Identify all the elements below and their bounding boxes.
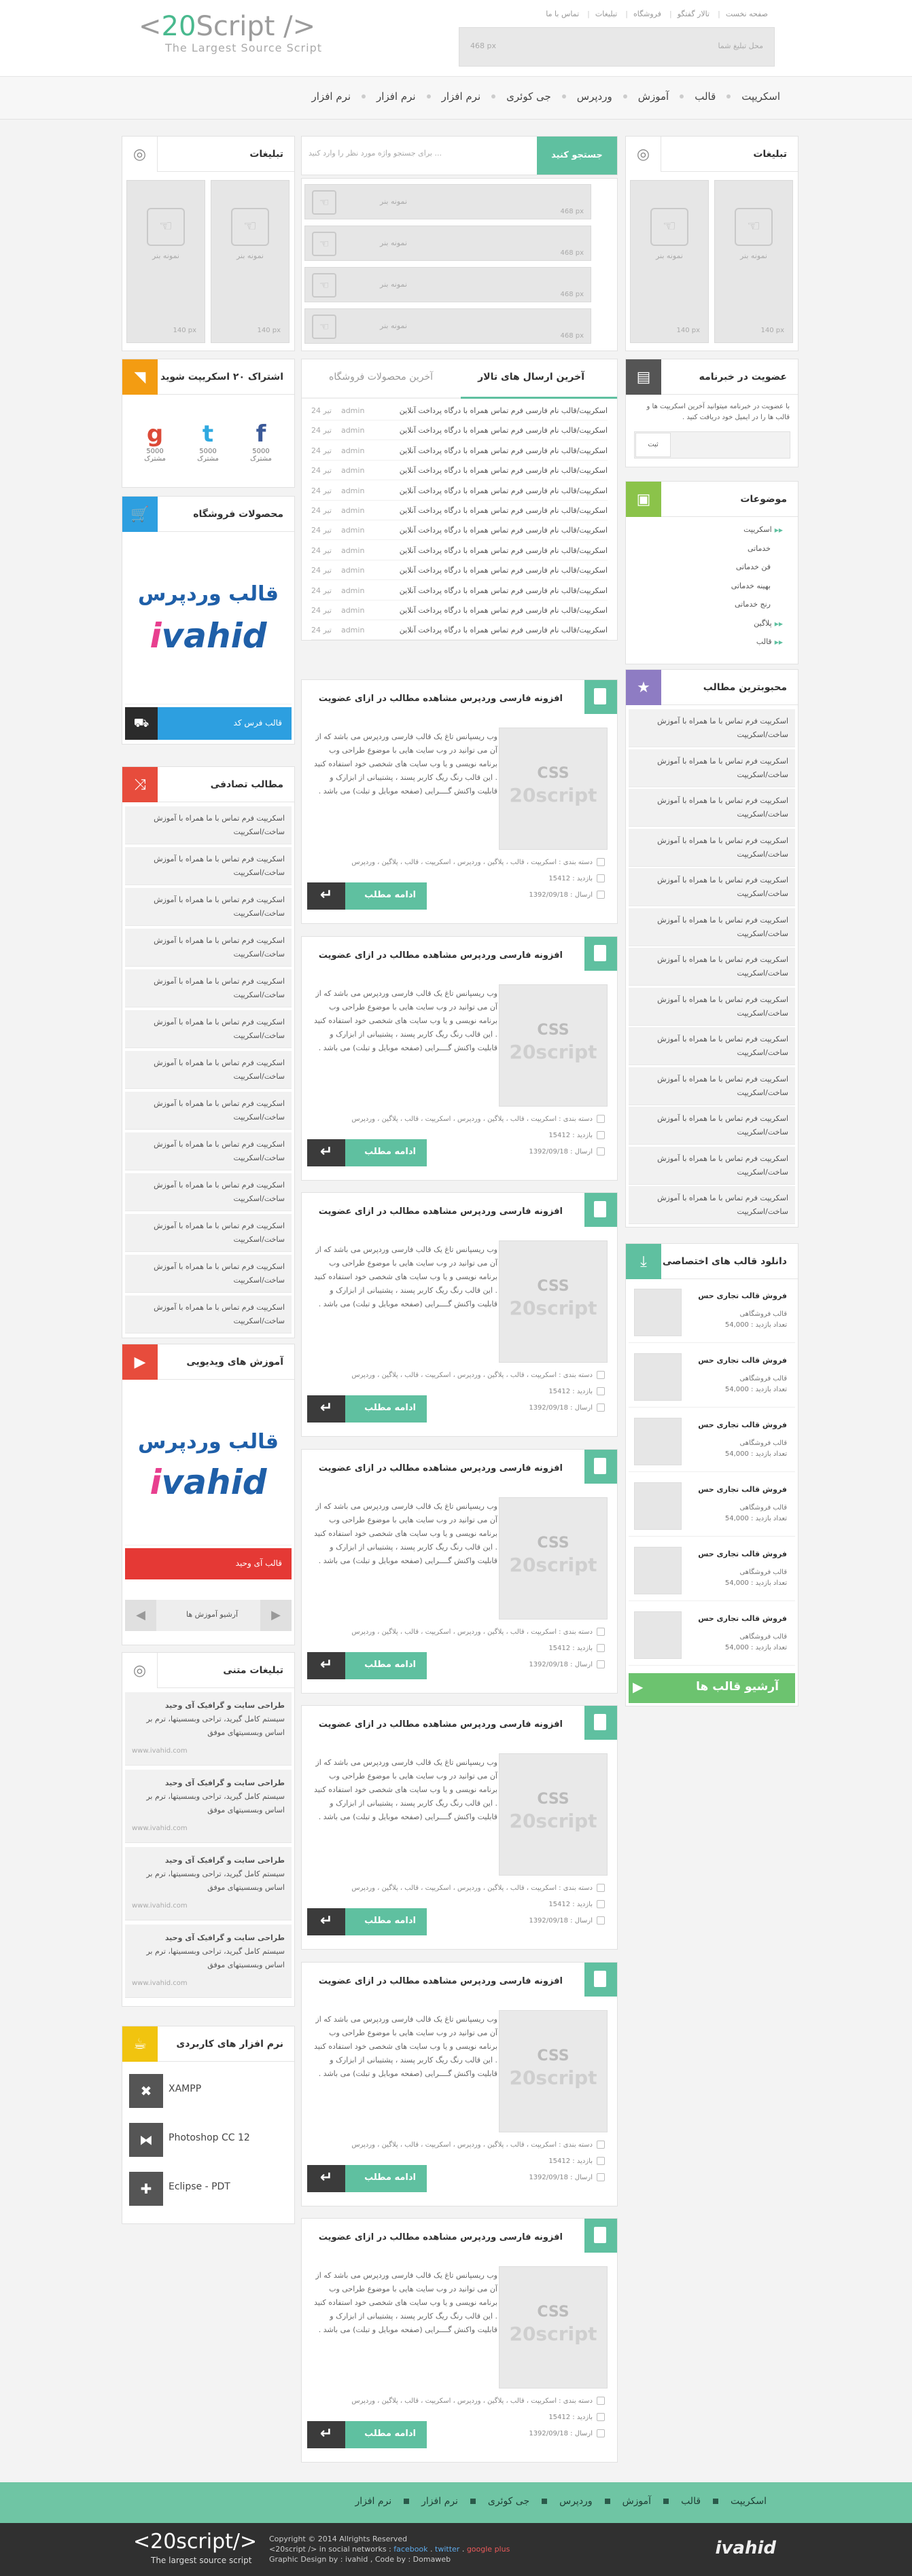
enter-arrow-icon: ↵ bbox=[307, 1395, 345, 1423]
site-logo[interactable]: <20Script /> bbox=[139, 11, 316, 42]
post-visits: بازدید : 15412 bbox=[548, 2157, 605, 2165]
folder-icon bbox=[597, 1884, 605, 1892]
topic-item[interactable]: ▶▶پلاگین bbox=[754, 618, 783, 628]
footer-tagline: The largest source script bbox=[151, 2556, 252, 2565]
list-item[interactable]: اسکریپت فرم تماس با ما همراه با آموزش ساخت/اسکریپت bbox=[629, 908, 795, 946]
header-banner-label: محل تبلیغ شما bbox=[718, 41, 763, 50]
list-item[interactable]: اسکریپت/قالب نام فارسی فرم تماس همراه با درگاه پرداخت آنلاین 24 تیر admin bbox=[311, 501, 608, 520]
social-facebook[interactable]: f 5000 مشترک bbox=[250, 421, 272, 463]
bullet-icon: ▶▶ bbox=[774, 639, 783, 645]
document-icon bbox=[584, 1963, 617, 1997]
exclusive-box bbox=[625, 1243, 799, 1706]
document-icon bbox=[584, 2219, 617, 2253]
folder-icon bbox=[597, 858, 605, 866]
document-icon bbox=[584, 1193, 617, 1227]
list-item[interactable]: اسکریپت فرم تماس با ما همراه با آموزش ساخت/اسکریپت bbox=[629, 948, 795, 986]
cart-icon: 🛒 bbox=[122, 497, 158, 532]
post-categories: دسته بندی : اسکریپت ، قالب ، پلاگین ، وردپرس ، اسکریپت ، قالب ، پلاگین ، وردپرس bbox=[351, 1371, 605, 1379]
ads-box-left bbox=[122, 136, 295, 351]
read-more-button[interactable]: ادامه مطلب ↵ bbox=[307, 1652, 427, 1679]
list-item[interactable]: اسکریپت فرم تماس با ما همراه با آموزش ساخت/اسکریپت bbox=[629, 1027, 795, 1065]
rss-icon: ◥ bbox=[122, 359, 158, 395]
hand-icon: ☜ bbox=[312, 190, 336, 215]
exclusive-title: دانلود قالب های اختصاصی bbox=[662, 1256, 787, 1267]
post-title[interactable]: افزونه فارسی وردپرس مشاهده مطالب در ازای عضویت bbox=[318, 1206, 563, 1217]
eye-icon bbox=[597, 1644, 605, 1652]
random-posts-box bbox=[122, 766, 295, 1338]
ads-box-right bbox=[625, 136, 799, 351]
list-item[interactable]: اسکریپت فرم تماس با ما همراه با آموزش ساخت/اسکریپت bbox=[125, 1255, 292, 1293]
calendar-icon bbox=[597, 2173, 605, 2181]
post-date: ارسال : 1392/09/18 bbox=[529, 2429, 605, 2437]
post-title[interactable]: افزونه فارسی وردپرس مشاهده مطالب در ازای عضویت bbox=[318, 1719, 563, 1730]
exclusive-item[interactable]: فروش قالب تجاری حس قالب فروشگاهی تعداد بازدید : 54,000 bbox=[629, 1606, 795, 1666]
calendar-icon bbox=[597, 891, 605, 899]
topic-item[interactable]: ▶▶قالب bbox=[756, 637, 783, 646]
read-more-button[interactable]: ادامه مطلب ↵ bbox=[307, 2421, 427, 2448]
exclusive-item[interactable]: فروش قالب تجاری حس قالب فروشگاهی تعداد بازدید : 54,000 bbox=[629, 1348, 795, 1408]
shop-box bbox=[122, 496, 295, 745]
tools-title: نرم افزار های کاربردی bbox=[176, 2039, 283, 2050]
read-more-button[interactable]: ادامه مطلب ↵ bbox=[307, 1908, 427, 1935]
calendar-icon bbox=[597, 1403, 605, 1412]
post-visits: بازدید : 15412 bbox=[548, 1387, 605, 1395]
video-archive-link[interactable]: آرشیو آموزش ها bbox=[186, 1610, 239, 1619]
target-icon: ◎ bbox=[626, 137, 661, 172]
popular-title: محبوبترین مطالب bbox=[703, 682, 787, 693]
list-item[interactable]: اسکریپت فرم تماس با ما همراه با آموزش ساخت/اسکریپت bbox=[125, 847, 292, 885]
xampp-icon: ✖ bbox=[129, 2074, 163, 2108]
social-twitter[interactable]: t 5000 مشترک bbox=[197, 421, 219, 463]
post-card bbox=[301, 1705, 618, 1950]
bullet-icon: ▶▶ bbox=[774, 527, 783, 533]
enter-arrow-icon: ↵ bbox=[307, 1652, 345, 1679]
post-date: ارسال : 1392/09/18 bbox=[529, 891, 605, 899]
footer-nav bbox=[0, 2482, 912, 2523]
post-thumbnail[interactable]: CSS 20script bbox=[499, 1240, 608, 1363]
post-categories: دسته بندی : اسکریپت ، قالب ، پلاگین ، وردپرس ، اسکریپت ، قالب ، پلاگین ، وردپرس bbox=[351, 1115, 605, 1123]
hand-icon: ☜ bbox=[231, 208, 269, 246]
list-item[interactable]: اسکریپت/قالب نام فارسی فرم تماس همراه با درگاه پرداخت آنلاین 24 تیر admin bbox=[311, 521, 608, 540]
nav-item-software-1[interactable]: نرم افزار bbox=[429, 90, 494, 103]
tabs-box bbox=[301, 359, 618, 641]
calendar-icon bbox=[597, 1660, 605, 1668]
search-box bbox=[301, 136, 618, 175]
post-date: ارسال : 1392/09/18 bbox=[529, 1403, 605, 1412]
list-item[interactable]: اسکریپت/قالب نام فارسی فرم تماس همراه با درگاه پرداخت آنلاین 24 تیر admin bbox=[311, 421, 608, 440]
tab-underline bbox=[461, 397, 617, 399]
list-item[interactable]: اسکریپت/قالب نام فارسی فرم تماس همراه با درگاه پرداخت آنلاین 24 تیر admin bbox=[311, 561, 608, 580]
list-item[interactable]: اسکریپت/قالب نام فارسی فرم تماس همراه با درگاه پرداخت آنلاین 24 تیر admin bbox=[311, 482, 608, 501]
download-icon: ⤓ bbox=[626, 1244, 661, 1279]
footer bbox=[0, 2523, 912, 2576]
ad-slot[interactable]: ☜ نمونه بنر 140 px bbox=[211, 180, 290, 343]
list-item[interactable]: اسکریپت فرم تماس با ما همراه با آموزش ساخت/اسکریپت bbox=[629, 868, 795, 906]
post-categories: دسته بندی : اسکریپت ، قالب ، پلاگین ، وردپرس ، اسکریپت ، قالب ، پلاگین ، وردپرس bbox=[351, 1884, 605, 1892]
list-item[interactable]: اسکریپت فرم تماس با ما همراه با آموزش ساخت/اسکریپت bbox=[125, 1010, 292, 1048]
list-item[interactable]: اسکریپت/قالب نام فارسی فرم تماس همراه با درگاه پرداخت آنلاین 24 تیر admin bbox=[311, 461, 608, 480]
list-item[interactable]: اسکریپت فرم تماس با ما همراه با آموزش ساخت/اسکریپت bbox=[125, 1214, 292, 1252]
exclusive-archive-button[interactable]: آرشیو قالب ها ▶ bbox=[629, 1673, 795, 1703]
shuffle-icon: ⤨ bbox=[122, 767, 158, 802]
document-icon bbox=[584, 680, 617, 714]
list-item[interactable]: اسکریپت فرم تماس با ما همراه با آموزش ساخت/اسکریپت bbox=[629, 829, 795, 867]
post-card bbox=[301, 1962, 618, 2206]
post-visits: بازدید : 15412 bbox=[548, 1131, 605, 1139]
newsletter-box bbox=[625, 359, 799, 467]
footer-brand-logo[interactable]: ivahid bbox=[715, 2538, 776, 2558]
post-excerpt: وب ریسپانس تاغ یک قالب فارسی وردپرس می باشد که از آن می توانید در وب سایت هایی با موضوع طراحی وب برنامه نویسی و یا وب سایت های شخصی خود استفاده کنید . این قالب رنگ ریگ کاربر پسند ، پشتیبانی از ابزارک و قابلیت واکنش گــــرایی (صفحه موبایل و تبلت) می باشد . bbox=[314, 2271, 497, 2334]
post-card bbox=[301, 1449, 618, 1694]
folder-icon bbox=[597, 1628, 605, 1636]
hand-icon: ☜ bbox=[312, 232, 336, 256]
document-icon bbox=[584, 937, 617, 971]
theme-thumbnail bbox=[634, 1289, 682, 1336]
list-item[interactable]: اسکریپت فرم تماس با ما همراه با آموزش ساخت/اسکریپت bbox=[125, 806, 292, 844]
document-icon bbox=[584, 1706, 617, 1740]
post-excerpt: وب ریسپانس تاغ یک قالب فارسی وردپرس می باشد که از آن می توانید در وب سایت هایی با موضوع طراحی وب برنامه نویسی و یا وب سایت های شخصی خود استفاده کنید . این قالب رنگ ریگ کاربر پسند ، پشتیبانی از ابزارک و قابلیت واکنش گــــرایی (صفحه موبایل و تبلت) می باشد . bbox=[314, 988, 497, 1052]
list-item[interactable]: اسکریپت فرم تماس با ما همراه با آموزش ساخت/اسکریپت bbox=[125, 1051, 292, 1089]
footer-nav-item[interactable]: قالب bbox=[666, 2496, 716, 2507]
ad-slot[interactable]: ☜ نمونه بنر 468 px bbox=[304, 308, 591, 344]
exclusive-item[interactable]: فروش قالب تجاری حس قالب فروشگاهی تعداد بازدید : 54,000 bbox=[629, 1412, 795, 1472]
popular-box bbox=[625, 669, 799, 1228]
post-card bbox=[301, 1192, 618, 1437]
newspaper-icon: ▤ bbox=[626, 359, 661, 395]
calendar-icon bbox=[597, 1916, 605, 1925]
shop-title: محصولات فروشگاه bbox=[193, 509, 283, 520]
footer-nav-item[interactable]: جی کوئری bbox=[473, 2496, 544, 2507]
video-archive-bar bbox=[125, 1600, 292, 1631]
post-excerpt: وب ریسپانس تاغ یک قالب فارسی وردپرس می باشد که از آن می توانید در وب سایت هایی با موضوع طراحی وب برنامه نویسی و یا وب سایت های شخصی خود استفاده کنید . این قالب رنگ ریگ کاربر پسند ، پشتیبانی از ابزارک و قابلیت واکنش گــــرایی (صفحه موبایل و تبلت) می باشد . bbox=[314, 732, 497, 795]
list-item[interactable]: اسکریپت فرم تماس با ما همراه با آموزش ساخت/اسکریپت bbox=[629, 1067, 795, 1105]
post-categories: دسته بندی : اسکریپت ، قالب ، پلاگین ، وردپرس ، اسکریپت ، قالب ، پلاگین ، وردپرس bbox=[351, 2141, 605, 2149]
tools-box bbox=[122, 2026, 295, 2224]
top-links bbox=[539, 10, 775, 18]
search-input[interactable]: برای جستجو واژه مورد نظر را وارد کنید ... bbox=[309, 149, 442, 158]
eye-icon bbox=[597, 2157, 605, 2165]
folder-icon bbox=[597, 1371, 605, 1379]
read-more-button[interactable]: ادامه مطلب ↵ bbox=[307, 882, 427, 910]
ad-slot[interactable]: ☜ نمونه بنر 140 px bbox=[630, 180, 709, 343]
header bbox=[0, 0, 912, 76]
post-card bbox=[301, 2218, 618, 2463]
list-item[interactable]: اسکریپت فرم تماس با ما همراه با آموزش ساخت/اسکریپت bbox=[125, 1295, 292, 1334]
post-categories: دسته بندی : اسکریپت ، قالب ، پلاگین ، وردپرس ، اسکریپت ، قالب ، پلاگین ، وردپرس bbox=[351, 2397, 605, 2405]
read-more-button[interactable]: ادامه مطلب ↵ bbox=[307, 2165, 427, 2192]
list-item[interactable]: اسکریپت فرم تماس با ما همراه با آموزش ساخت/اسکریپت bbox=[125, 1092, 292, 1130]
post-thumbnail[interactable]: CSS 20script bbox=[499, 728, 608, 850]
topic-item[interactable]: ▶▶اسکریپت bbox=[743, 525, 783, 534]
folder-icon bbox=[597, 2397, 605, 2405]
calendar-icon bbox=[597, 1147, 605, 1156]
toplink-forum[interactable]: | تالار گفتگو bbox=[671, 10, 719, 18]
topics-box bbox=[625, 481, 799, 664]
list-item[interactable]: اسکریپت فرم تماس با ما همراه با آموزش ساخت/اسکریپت bbox=[629, 1186, 795, 1224]
text-ad[interactable]: طراحی سایت و گرافیک آی وحید سیستم کامل گیرید، تراحی وبسسیتها، ترم بر اساس وبسسیتهای موفق www.ivahid.com bbox=[125, 1692, 292, 1766]
ad-slot[interactable]: ☜ نمونه بنر 468 px bbox=[304, 267, 591, 302]
nav-item-jquery[interactable]: جی کوئری bbox=[493, 90, 564, 103]
twitter-link[interactable]: twitter bbox=[435, 2545, 460, 2554]
video-image[interactable]: قالب وردپرس ivahid bbox=[125, 1382, 292, 1545]
toplink-home[interactable]: صفحه نخست bbox=[725, 10, 768, 18]
header-banner-ad[interactable] bbox=[459, 27, 775, 67]
footer-logo[interactable]: <20script/> bbox=[133, 2530, 258, 2554]
footer-nav-item[interactable]: نرم افزار bbox=[406, 2496, 473, 2507]
exclusive-item[interactable]: فروش قالب تجاری حس قالب فروشگاهی تعداد بازدید : 54,000 bbox=[629, 1541, 795, 1601]
prev-arrow-icon[interactable]: ◀ bbox=[125, 1600, 156, 1631]
list-item[interactable]: اسکریپت فرم تماس با ما همراه با آموزش ساخت/اسکریپت bbox=[629, 709, 795, 747]
nav-item-wordpress[interactable]: وردپرس bbox=[564, 90, 625, 103]
topic-item[interactable]: بهینه خدماتی bbox=[731, 581, 771, 590]
ad-slot[interactable]: ☜ نمونه بنر 468 px bbox=[304, 226, 591, 261]
hand-icon: ☜ bbox=[312, 315, 336, 339]
text-ads-box bbox=[122, 1652, 295, 2007]
post-excerpt: وب ریسپانس تاغ یک قالب فارسی وردپرس می باشد که از آن می توانید در وب سایت هایی با موضوع طراحی وب برنامه نویسی و یا وب سایت های شخصی خود استفاده کنید . این قالب رنگ ریگ کاربر پسند ، پشتیبانی از ابزارک و قابلیت واکنش گــــرایی (صفحه موبایل و تبلت) می باشد . bbox=[314, 1758, 497, 1821]
facebook-link[interactable]: facebook bbox=[393, 2545, 428, 2554]
post-visits: بازدید : 15412 bbox=[548, 1900, 605, 1908]
list-item[interactable]: اسکریپت فرم تماس با ما همراه با آموزش ساخت/اسکریپت bbox=[125, 1173, 292, 1211]
exclusive-item[interactable]: فروش قالب تجاری حس قالب فروشگاهی تعداد بازدید : 54,000 bbox=[629, 1477, 795, 1537]
video-title: آموزش های ویدیویی bbox=[186, 1357, 283, 1367]
list-item[interactable]: اسکریپت فرم تماس با ما همراه با آموزش ساخت/اسکریپت bbox=[629, 749, 795, 787]
post-title[interactable]: افزونه فارسی وردپرس مشاهده مطالب در ازای عضویت bbox=[318, 2232, 563, 2242]
post-excerpt: وب ریسپانس تاغ یک قالب فارسی وردپرس می باشد که از آن می توانید در وب سایت هایی با موضوع طراحی وب برنامه نویسی و یا وب سایت های شخصی خود استفاده کنید . این قالب رنگ ریگ کاربر پسند ، پشتیبانی از ابزارک و قابلیت واکنش گــــرایی (صفحه موبایل و تبلت) می باشد . bbox=[314, 2014, 497, 2078]
enter-arrow-icon: ↵ bbox=[307, 1139, 345, 1166]
exclusive-item[interactable]: فروش قالب تجاری حس قالب فروشگاهی تعداد بازدید : 54,000 bbox=[629, 1283, 795, 1343]
enter-arrow-icon: ↵ bbox=[307, 2165, 345, 2192]
topic-item[interactable]: رنج خدماتی bbox=[734, 600, 771, 609]
target-icon: ◎ bbox=[122, 137, 158, 172]
toplink-contact[interactable]: | تماس با ما bbox=[539, 10, 589, 18]
enter-arrow-icon: ↵ bbox=[307, 2421, 345, 2448]
nav-item-theme[interactable]: قالب bbox=[682, 90, 729, 103]
eye-icon bbox=[597, 1131, 605, 1139]
footer-nav-item[interactable]: نرم افزار bbox=[340, 2496, 406, 2507]
eye-icon bbox=[597, 874, 605, 882]
video-bar[interactable]: قالب آی وحید bbox=[125, 1548, 292, 1579]
post-excerpt: وب ریسپانس تاغ یک قالب فارسی وردپرس می باشد که از آن می توانید در وب سایت هایی با موضوع طراحی وب برنامه نویسی و یا وب سایت های شخصی خود استفاده کنید . این قالب رنگ ریگ کاربر پسند ، پشتیبانی از ابزارک و قابلیت واکنش گــــرایی (صفحه موبایل و تبلت) می باشد . bbox=[314, 1245, 497, 1308]
list-item[interactable]: اسکریپت/قالب نام فارسی فرم تماس همراه با درگاه پرداخت آنلاین 24 تیر admin bbox=[311, 401, 608, 421]
text-ad[interactable]: طراحی سایت و گرافیک آی وحید سیستم کامل گیرید، تراحی وبسسیتها، ترم بر اساس وبسسیتهای موفق www.ivahid.com bbox=[125, 1925, 292, 1998]
folder-icon: ▣ bbox=[626, 482, 661, 517]
eye-icon bbox=[597, 2413, 605, 2421]
bullet-icon: ▶▶ bbox=[774, 620, 783, 627]
center-ads bbox=[301, 178, 618, 351]
header-banner-size: 468 px bbox=[470, 41, 496, 50]
post-date: ارسال : 1392/09/18 bbox=[529, 1916, 605, 1925]
post-title[interactable]: افزونه فارسی وردپرس مشاهده مطالب در ازای عضویت bbox=[318, 1975, 563, 1986]
theme-thumbnail bbox=[634, 1418, 682, 1465]
theme-thumbnail bbox=[634, 1611, 682, 1659]
nav-item-script[interactable]: اسکریپت bbox=[741, 90, 780, 103]
calendar-icon bbox=[597, 2429, 605, 2437]
search-button[interactable]: جستجو کنید bbox=[537, 137, 617, 175]
folder-icon bbox=[597, 1115, 605, 1123]
post-visits: بازدید : 15412 bbox=[548, 874, 605, 882]
social-google[interactable]: g 5000 مشترک bbox=[144, 421, 166, 463]
topic-item[interactable]: فن خدماتی bbox=[735, 562, 771, 571]
shop-product-bar[interactable]: قالب فرس کد ⛟ bbox=[125, 707, 292, 740]
footer-copyright: Copyright © 2014 Allrights Reserved <20script /> in social networks : facebook . twitter . google plus Graphic Design by : ivahid , Code by : Domaweb bbox=[269, 2535, 510, 2564]
nav-item-tutorial[interactable]: آموزش bbox=[625, 90, 682, 103]
share-box bbox=[122, 359, 295, 488]
topics-title: موضوعات bbox=[740, 494, 787, 505]
list-item[interactable]: اسکریپت/قالب نام فارسی فرم تماس همراه با درگاه پرداخت آنلاین 24 تیر admin bbox=[311, 442, 608, 461]
enter-arrow-icon: ↵ bbox=[307, 1908, 345, 1935]
hand-icon: ☜ bbox=[147, 208, 185, 246]
post-visits: بازدید : 15412 bbox=[548, 1644, 605, 1652]
tools-icon: ☕ bbox=[122, 2026, 158, 2062]
newsletter-submit[interactable]: ثبت bbox=[635, 433, 671, 457]
ads-left-title: تبلیغات bbox=[249, 149, 283, 160]
enter-arrow-icon: ↵ bbox=[307, 882, 345, 910]
post-thumbnail[interactable]: CSS 20script bbox=[499, 2010, 608, 2132]
star-icon: ★ bbox=[626, 670, 661, 705]
eye-icon bbox=[597, 1900, 605, 1908]
toplink-shop[interactable]: | فروشگاه bbox=[627, 10, 671, 18]
post-thumbnail[interactable]: CSS 20script bbox=[499, 2266, 608, 2389]
photoshop-icon: ⧓ bbox=[129, 2123, 163, 2157]
tool-item[interactable]: ⧓ Photoshop CC 12 bbox=[125, 2117, 292, 2161]
tab-forum[interactable]: آخرین ارسال های تالار bbox=[478, 372, 584, 382]
random-title: مطالب تصادفی bbox=[210, 779, 283, 790]
list-item[interactable]: اسکریپت/قالب نام فارسی فرم تماس همراه با درگاه پرداخت آنلاین 24 تیر admin bbox=[311, 621, 608, 640]
list-item[interactable]: اسکریپت فرم تماس با ما همراه با آموزش ساخت/اسکریپت bbox=[629, 988, 795, 1026]
post-card bbox=[301, 936, 618, 1181]
list-item[interactable]: اسکریپت فرم تماس با ما همراه با آموزش ساخت/اسکریپت bbox=[629, 1107, 795, 1145]
post-card bbox=[301, 679, 618, 924]
ads-right-title: تبلیغات bbox=[753, 149, 787, 160]
next-arrow-icon[interactable]: ▶ bbox=[260, 1600, 292, 1631]
eclipse-icon: ✚ bbox=[129, 2172, 163, 2206]
ad-slot[interactable]: ☜ نمونه بنر 140 px bbox=[126, 180, 205, 343]
read-more-button[interactable]: ادامه مطلب ↵ bbox=[307, 1139, 427, 1166]
hand-icon: ☜ bbox=[650, 208, 688, 246]
post-excerpt: وب ریسپانس تاغ یک قالب فارسی وردپرس می باشد که از آن می توانید در وب سایت هایی با موضوع طراحی وب برنامه نویسی و یا وب سایت های شخصی خود استفاده کنید . این قالب رنگ ریگ کاربر پسند ، پشتیبانی از ابزارک و قابلیت واکنش گــــرایی (صفحه موبایل و تبلت) می باشد . bbox=[314, 1501, 497, 1565]
post-title[interactable]: افزونه فارسی وردپرس مشاهده مطالب در ازای عضویت bbox=[318, 950, 563, 961]
text-ad[interactable]: طراحی سایت و گرافیک آی وحید سیستم کامل گیرید، تراحی وبسسیتها، ترم بر اساس وبسسیتهای موفق www.ivahid.com bbox=[125, 1770, 292, 1843]
toplink-ads[interactable]: | تبلیغات bbox=[589, 10, 627, 18]
text-ad[interactable]: طراحی سایت و گرافیک آی وحید سیستم کامل گیرید، تراحی وبسسیتها، ترم بر اساس وبسسیتهای موفق www.ivahid.com bbox=[125, 1847, 292, 1920]
target-icon: ◎ bbox=[122, 1653, 158, 1688]
arrow-right-icon: ▶ bbox=[633, 1679, 644, 1695]
tool-item[interactable]: ✚ Eclipse - PDT bbox=[125, 2166, 292, 2210]
list-item[interactable]: اسکریپت/قالب نام فارسی فرم تماس همراه با درگاه پرداخت آنلاین 24 تیر admin bbox=[311, 582, 608, 601]
share-title: اشتراک ۲۰ اسکریپت شوید bbox=[160, 372, 283, 382]
list-item[interactable]: اسکریپت/قالب نام فارسی فرم تماس همراه با درگاه پرداخت آنلاین 24 تیر admin bbox=[311, 601, 608, 620]
theme-thumbnail bbox=[634, 1547, 682, 1594]
theme-thumbnail bbox=[634, 1482, 682, 1530]
post-title[interactable]: افزونه فارسی وردپرس مشاهده مطالب در ازای عضویت bbox=[318, 1463, 563, 1473]
list-item[interactable]: اسکریپت فرم تماس با ما همراه با آموزش ساخت/اسکریپت bbox=[629, 1147, 795, 1185]
post-title[interactable]: افزونه فارسی وردپرس مشاهده مطالب در ازای عضویت bbox=[318, 694, 563, 704]
list-item[interactable]: اسکریپت فرم تماس با ما همراه با آموزش ساخت/اسکریپت bbox=[125, 929, 292, 967]
read-more-button[interactable]: ادامه مطلب ↵ bbox=[307, 1395, 427, 1423]
post-date: ارسال : 1392/09/18 bbox=[529, 1660, 605, 1668]
newsletter-title: عضویت در خبرنامه bbox=[699, 372, 787, 382]
theme-thumbnail bbox=[634, 1353, 682, 1401]
nav-item-software-3[interactable]: نرم افزار bbox=[299, 90, 364, 103]
video-box bbox=[122, 1344, 295, 1645]
hand-icon: ☜ bbox=[735, 208, 773, 246]
list-item[interactable]: اسکریپت فرم تماس با ما همراه با آموزش ساخت/اسکریپت bbox=[125, 1132, 292, 1170]
googleplus-link[interactable]: google plus bbox=[466, 2545, 510, 2554]
newsletter-desc: با عضویت در خبرنامه میتوانید آخرین اسکریپت ها و قالب ها را در ایمیل خود دریافت کنید . bbox=[646, 403, 790, 421]
main-nav bbox=[0, 76, 912, 120]
list-item[interactable]: اسکریپت فرم تماس با ما همراه با آموزش ساخت/اسکریپت bbox=[629, 789, 795, 827]
topic-item[interactable]: خدماتی bbox=[747, 543, 771, 553]
hand-icon: ☜ bbox=[312, 273, 336, 298]
document-icon bbox=[584, 1450, 617, 1484]
shop-product-image[interactable]: قالب وردپرس ivahid bbox=[125, 535, 292, 704]
list-item[interactable]: اسکریپت/قالب نام فارسی فرم تماس همراه با درگاه پرداخت آنلاین 24 تیر admin bbox=[311, 541, 608, 560]
ad-slot[interactable]: ☜ نمونه بنر 140 px bbox=[714, 180, 793, 343]
nav-item-software-2[interactable]: نرم افزار bbox=[364, 90, 429, 103]
ad-slot[interactable]: ☜ نمونه بنر 468 px bbox=[304, 184, 591, 219]
footer-nav-item[interactable]: اسکریپت bbox=[731, 2496, 767, 2507]
tab-shop[interactable]: آخرین محصولات فروشگاه bbox=[329, 372, 434, 382]
text-ads-title: تبلیغات متنی bbox=[223, 1665, 283, 1676]
footer-nav-item[interactable]: وردپرس bbox=[544, 2496, 607, 2507]
post-categories: دسته بندی : اسکریپت ، قالب ، پلاگین ، وردپرس ، اسکریپت ، قالب ، پلاگین ، وردپرس bbox=[351, 858, 605, 866]
basket-icon: ⛟ bbox=[125, 707, 158, 740]
post-date: ارسال : 1392/09/18 bbox=[529, 2173, 605, 2181]
post-categories: دسته بندی : اسکریپت ، قالب ، پلاگین ، وردپرس ، اسکریپت ، قالب ، پلاگین ، وردپرس bbox=[351, 1628, 605, 1636]
post-visits: بازدید : 15412 bbox=[548, 2413, 605, 2421]
post-date: ارسال : 1392/09/18 bbox=[529, 1147, 605, 1156]
list-item[interactable]: اسکریپت فرم تماس با ما همراه با آموزش ساخت/اسکریپت bbox=[125, 969, 292, 1007]
post-thumbnail[interactable]: CSS 20script bbox=[499, 1753, 608, 1876]
post-thumbnail[interactable]: CSS 20script bbox=[499, 984, 608, 1107]
eye-icon bbox=[597, 1387, 605, 1395]
tool-item[interactable]: ✖ XAMPP bbox=[125, 2069, 292, 2112]
site-tagline: The Largest Source Script bbox=[165, 41, 322, 54]
list-item[interactable]: اسکریپت فرم تماس با ما همراه با آموزش ساخت/اسکریپت bbox=[125, 888, 292, 926]
folder-icon bbox=[597, 2141, 605, 2149]
footer-nav-item[interactable]: آموزش bbox=[608, 2496, 666, 2507]
post-thumbnail[interactable]: CSS 20script bbox=[499, 1497, 608, 1620]
youtube-icon: ▶ bbox=[122, 1344, 158, 1380]
